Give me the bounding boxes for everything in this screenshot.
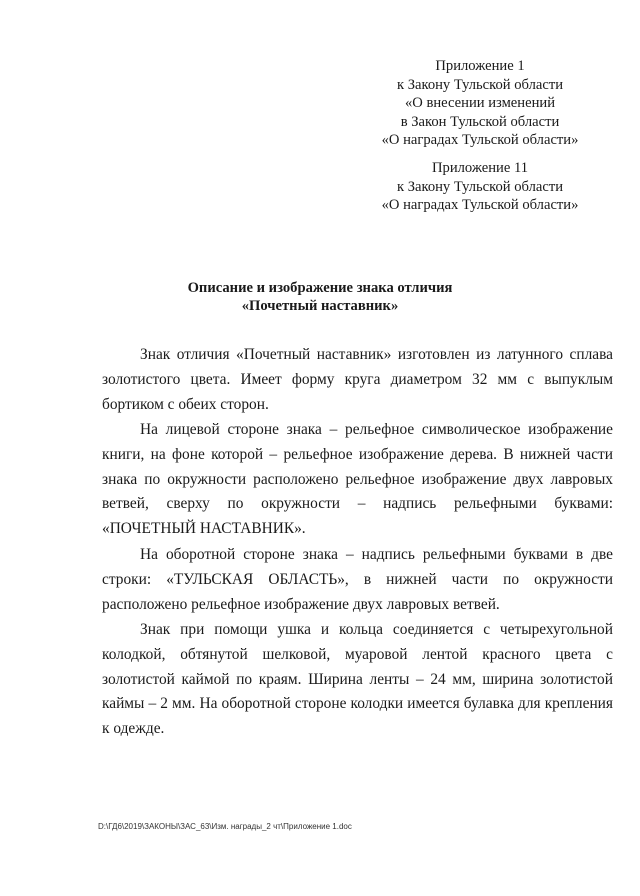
body-paragraph-1: [102, 343, 613, 417]
paragraph-text: На оборотной стороне знака – надпись рельефными буквами в две строки: «ТУЛЬСКАЯ ОБЛАСТЬ», в нижней части по окружности расположено рельефное изображение двух лавровых ветвей.: [102, 546, 613, 613]
appendix-1-line: к Закону Тульской области: [396, 76, 564, 93]
body-paragraph-4: [102, 618, 613, 742]
appendix-11-line: к Закону Тульской области: [396, 178, 564, 195]
appendix-11-line: «О наградах Тульской области»: [381, 197, 579, 213]
paragraph-text: Знак при помощи ушка и кольца соединяется с четырехугольной колодкой, обтянутой шелковой, муаровой лентой красного цвета с золотистой каймой по краям. Ширина ленты – 24 мм, ширина золотистой каймы – 2 мм. На оборотной стороне колодки имеется булавка для крепления к одежде.: [102, 621, 613, 738]
body-paragraph-3: [102, 543, 613, 617]
paragraph-text: Знак отличия «Почетный наставник» изготовлен из латунного сплава золотистого цвета. Имеет форму круга диаметром 32 мм с выпуклым бортиком с обеих сторон.: [102, 346, 613, 413]
appendix-1-header: [360, 57, 600, 150]
paragraph-text: На лицевой стороне знака – рельефное символическое изображение книги, на фоне которой – рельефное изображение дерева. В нижней части знака по окружности расположено рельефное изображение двух лавровых ветвей, сверху по окружности – надпись рельефными буквами: «ПОЧЕТНЫЙ НАСТАВНИК».: [102, 421, 613, 538]
title-line-2: «Почетный наставник»: [241, 298, 399, 314]
appendix-1-line: «О наградах Тульской области»: [381, 132, 579, 148]
appendix-11-line: Приложение 11: [431, 160, 529, 176]
document-title: [60, 279, 580, 315]
appendix-1-line: «О внесении изменений: [404, 95, 556, 111]
appendix-1-line: в Закон Тульской области: [400, 113, 560, 130]
appendix-1-line: Приложение 1: [435, 58, 525, 74]
appendix-11-header: [360, 159, 600, 215]
body-paragraph-2: [102, 418, 613, 542]
footer-file-path: D:\ГД6\2019\ЗАКОНЫ\ЗАС_63\Изм. награды_2 чт\Приложение 1.doc: [98, 822, 352, 831]
title-line-1: Описание и изображение знака отличия: [187, 280, 453, 296]
